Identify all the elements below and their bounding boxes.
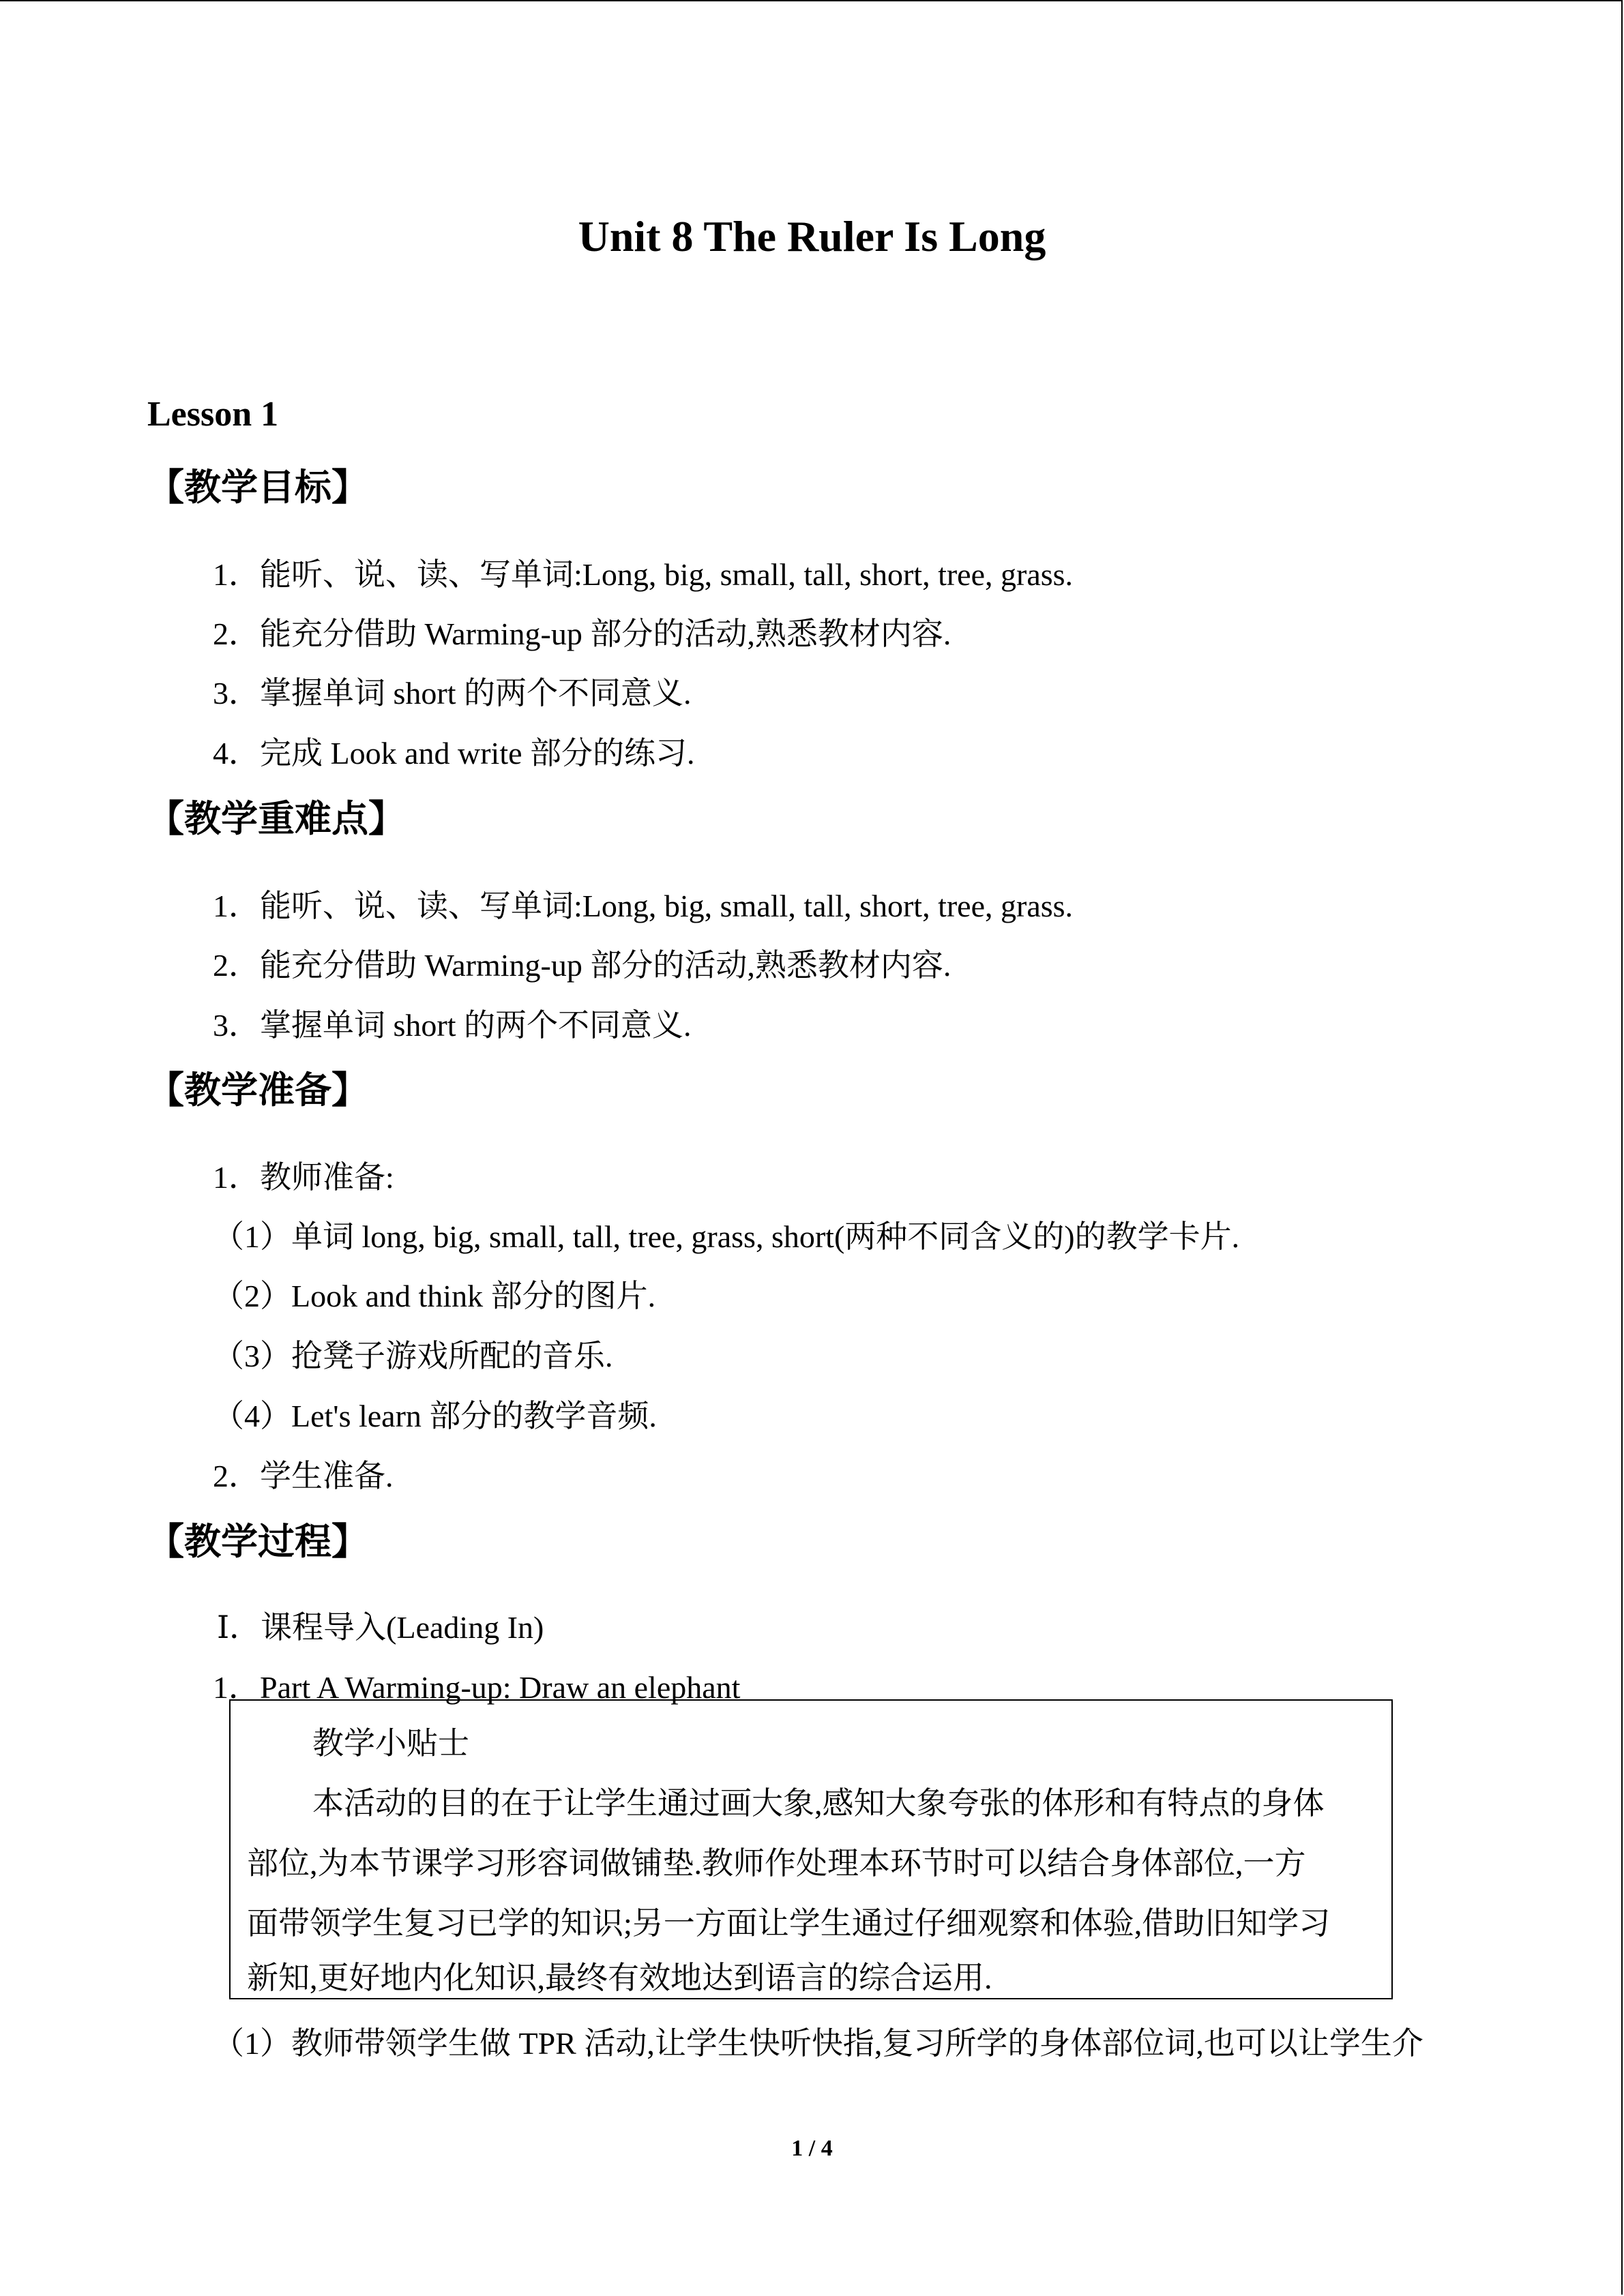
preparation-item: 2．学生准备. — [213, 1459, 394, 1493]
process-item: 1．Part A Warming-up: Draw an elephant — [213, 1670, 741, 1705]
process-heading: 【教学过程】 — [147, 1520, 368, 1563]
process-item: Ⅰ．课程导入(Leading In) — [217, 1610, 544, 1645]
page-number: 1 / 4 — [791, 2136, 833, 2161]
preparation-item: （2）Look and think 部分的图片. — [213, 1279, 656, 1313]
tip-line: 部位,为本节课学习形容词做铺垫.教师作处理本环节时可以结合身体部位,一方 — [247, 1846, 1306, 1881]
lesson-heading: Lesson 1 — [147, 395, 279, 434]
objective-item: 3．掌握单词 short 的两个不同意义. — [213, 676, 692, 711]
preparation-item: （1）单词 long, big, small, tall, tree, grass, short(两种不同含义的)的教学卡片. — [213, 1219, 1240, 1254]
objectives-heading: 【教学目标】 — [147, 466, 368, 509]
tip-line: 本活动的目的在于让学生通过画大象,感知大象夸张的体形和有特点的身体 — [312, 1786, 1325, 1821]
tip-title: 教学小贴士 — [312, 1726, 469, 1761]
objective-item: 2．能充分借助 Warming-up 部分的活动,熟悉教材内容. — [213, 616, 951, 651]
preparation-item: 1．教师准备: — [213, 1160, 394, 1195]
preparation-item: （3）抢凳子游戏所配的音乐. — [213, 1339, 613, 1373]
key-points-heading: 【教学重难点】 — [147, 797, 405, 840]
key-point-item: 3．掌握单词 short 的两个不同意义. — [213, 1008, 692, 1043]
process-step-text: （1）教师带领学生做 TPR 活动,让学生快听快指,复习所学的身体部位词,也可以让学生介 — [213, 2026, 1423, 2061]
teaching-tip-box — [229, 1699, 1393, 1999]
document-title: Unit 8 The Ruler Is Long — [578, 212, 1046, 260]
tip-line: 面带领学生复习已学的知识;另一方面让学生通过仔细观察和体验,借助旧知学习 — [247, 1906, 1331, 1941]
key-point-item: 1．能听、说、读、写单词:Long, big, small, tall, short, tree, grass. — [213, 889, 1074, 923]
preparation-heading: 【教学准备】 — [147, 1069, 368, 1112]
key-point-item: 2．能充分借助 Warming-up 部分的活动,熟悉教材内容. — [213, 948, 951, 983]
tip-line: 新知,更好地内化知识,最终有效地达到语言的综合运用. — [247, 1960, 992, 1995]
preparation-item: （4）Let's learn 部分的教学音频. — [213, 1399, 657, 1433]
objective-item: 4．完成 Look and write 部分的练习. — [213, 736, 695, 771]
objective-item: 1．能听、说、读、写单词:Long, big, small, tall, short, tree, grass. — [213, 557, 1074, 592]
